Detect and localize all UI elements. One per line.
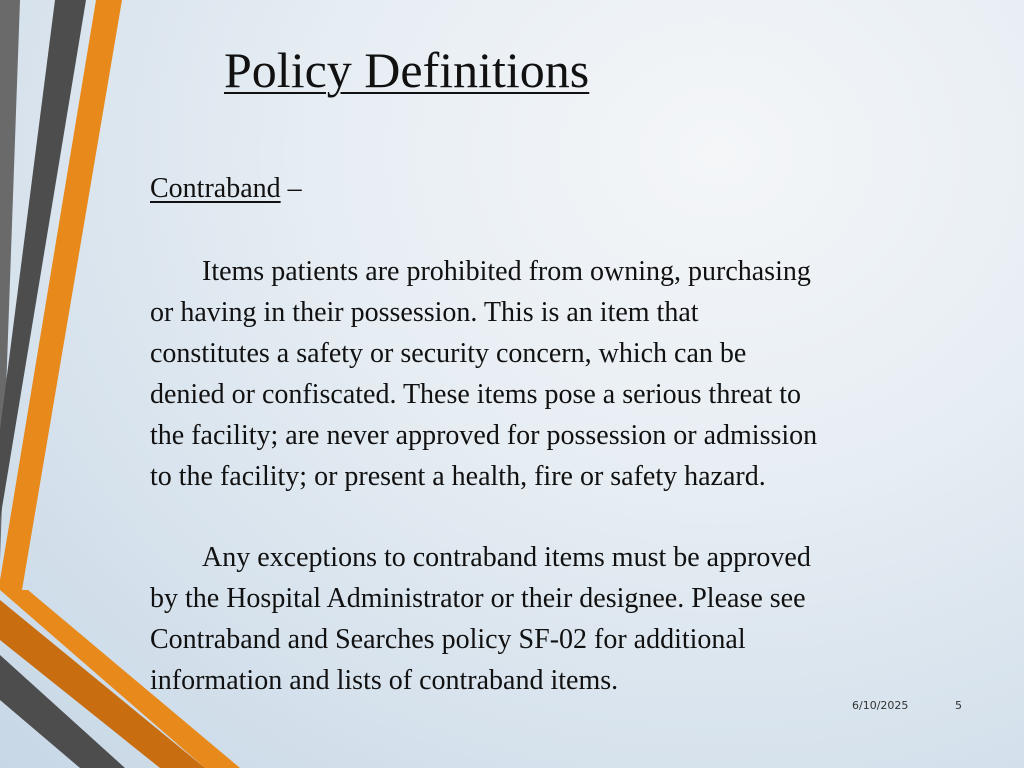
paragraph-line: Items patients are prohibited from owning, purchasing [202, 256, 811, 287]
paragraph-line: or having in their possession. This is an item that [150, 297, 699, 328]
slide-number: 5 [955, 699, 962, 712]
exceptions-paragraph [150, 537, 980, 701]
paragraph-line: information and lists of contraband items. [150, 665, 619, 696]
definition-term: Contraband [150, 173, 281, 204]
paragraph-line: denied or confiscated. These items pose a serious threat to [150, 379, 802, 410]
paragraph-line: to the facility; or present a health, fire or safety hazard. [150, 461, 766, 492]
definition-term-line [150, 168, 302, 209]
paragraph-line: constitutes a safety or security concern, which can be [150, 338, 747, 369]
term-dash: – [280, 173, 302, 204]
definition-paragraph [150, 251, 980, 497]
paragraph-line: Contraband and Searches policy SF-02 for additional [150, 624, 746, 655]
paragraph-line: Any exceptions to contraband items must be approved [202, 542, 811, 573]
paragraph-line: the facility; are never approved for possession or admission [150, 420, 818, 451]
footer-date: 6/10/2025 [852, 699, 909, 712]
slide-title: Policy Definitions [224, 42, 590, 98]
paragraph-line: by the Hospital Administrator or their designee. Please see [150, 583, 806, 614]
